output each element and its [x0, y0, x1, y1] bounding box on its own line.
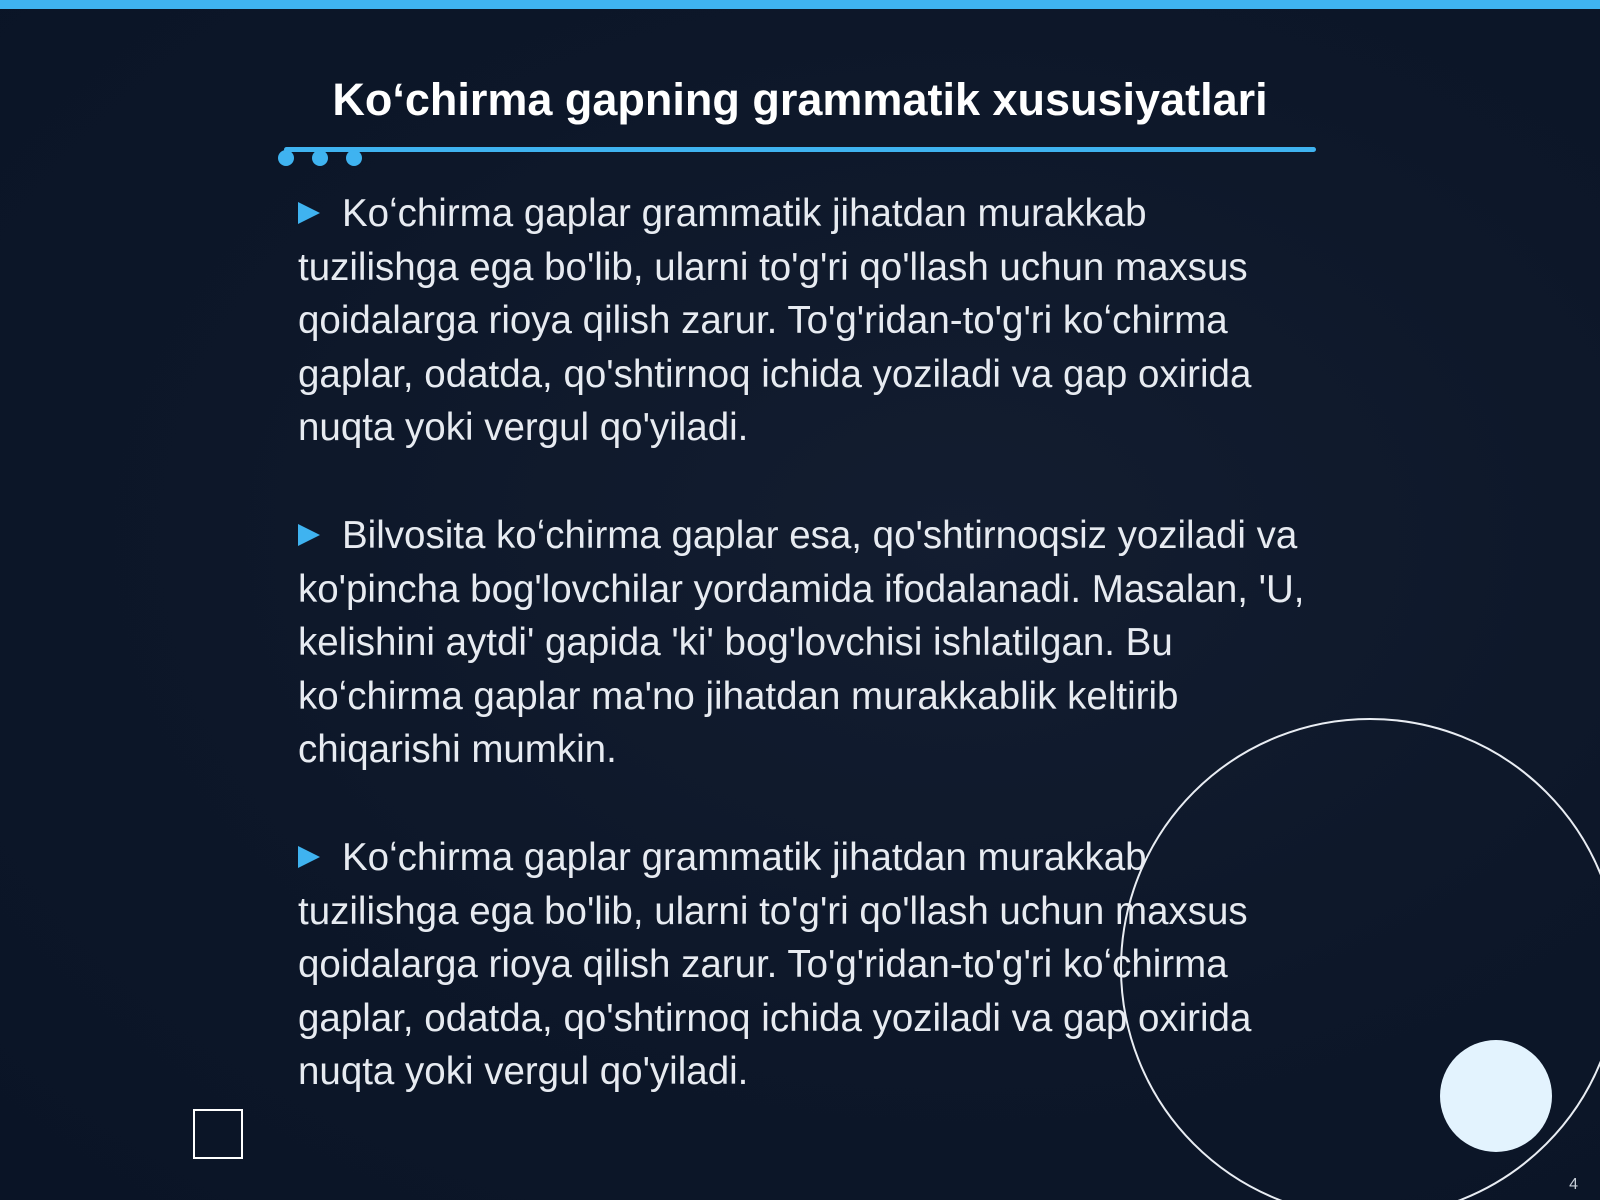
page-number: 4	[1569, 1176, 1578, 1193]
paragraph-text: Bilvosita koʻchirma gaplar esa, qo'shtirnoqsiz yoziladi va ko'pincha bog'lovchilar yordamida ifodalanadi. Masalan, 'U, kelishini aytdi' gapida 'ki' bog'lovchisi ishlatilgan. Bu koʻchirma gaplar ma'no jihatdan murakkablik keltirib chiqarishi mumkin.	[298, 513, 1305, 772]
decorative-filled-circle	[1440, 1040, 1552, 1152]
bullet-paragraph	[298, 187, 1308, 455]
decorative-dot	[346, 150, 362, 166]
slide-title: Koʻchirma gapning grammatik xususiyatlari	[332, 74, 1268, 125]
triangle-bullet-icon	[298, 202, 320, 224]
paragraph-text: Koʻchirma gaplar grammatik jihatdan murakkab tuzilishga ega bo'lib, ularni to'g'ri qo'llash uchun maxsus qoidalarga rioya qilish zarur. To'g'ridan-to'g'ri koʻchirma gaplar, odatda, qo'shtirnoq ichida yoziladi va gap oxirida nuqta yoki vergul qo'yiladi.	[298, 192, 1252, 450]
triangle-bullet-icon	[298, 846, 320, 868]
title-underline	[284, 147, 1316, 152]
paragraph-text: Koʻchirma gaplar grammatik jihatdan murakkab tuzilishga ega bo'lib, ularni to'g'ri qo'llash uchun maxsus qoidalarga rioya qilish zarur. To'g'ridan-to'g'ri koʻchirma gaplar, odatda, qo'shtirnoq ichida yoziladi va gap oxirida nuqta yoki vergul qo'yiladi.	[298, 835, 1252, 1094]
decorative-outline-square	[193, 1109, 243, 1159]
decorative-dot	[312, 150, 328, 166]
bullet-paragraph	[298, 509, 1308, 777]
top-accent-bar	[0, 0, 1600, 9]
triangle-bullet-icon	[298, 524, 320, 546]
decorative-dot	[278, 150, 294, 166]
